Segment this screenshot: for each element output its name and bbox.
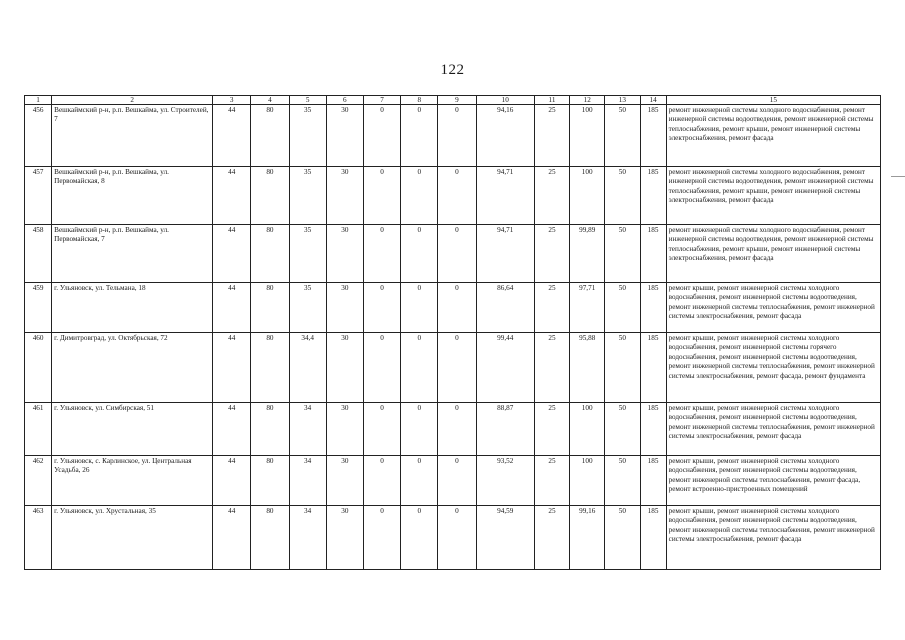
work-types-cell: ремонт крыши, ремонт инженерной системы холодного водоснабжения, ремонт инженерной системы водоотведения, ремонт инженерной системы теплоснабжения, ремонт инженерной системы электроснабжения, ремонт фасада — [666, 283, 880, 333]
value-cell-col-10: 94,71 — [476, 225, 534, 283]
value-cell-col-11: 25 — [534, 105, 569, 167]
value-cell-col-10: 99,44 — [476, 333, 534, 403]
table-row — [25, 283, 881, 333]
column-header-4: 4 — [251, 96, 289, 105]
work-types-cell: ремонт крыши, ремонт инженерной системы холодного водоснабжения, ремонт инженерной системы водоотведения, ремонт инженерной системы теплоснабжения, ремонт инженерной системы электроснабжения, ремонт фасада — [666, 506, 880, 570]
work-types-cell: ремонт крыши, ремонт инженерной системы холодного водоснабжения, ремонт инженерной системы горячего водоснабжения, ремонт инженерной системы водоотведения, ремонт инженерной системы теплоснабжения, ремонт инженерной системы электроснабжения, ремонт фасада, ремонт фундамента — [666, 333, 880, 403]
value-cell-col-14: 185 — [640, 403, 666, 456]
column-header-7: 7 — [363, 96, 400, 105]
value-cell-col-12: 99,89 — [570, 225, 605, 283]
value-cell-col-10: 94,59 — [476, 506, 534, 570]
value-cell-col-5: 35 — [289, 283, 326, 333]
value-cell-col-8: 0 — [401, 506, 438, 570]
value-cell-col-5: 34 — [289, 456, 326, 506]
value-cell-col-4: 80 — [251, 506, 289, 570]
column-header-11: 11 — [534, 96, 569, 105]
work-types-cell: ремонт крыши, ремонт инженерной системы холодного водоснабжения, ремонт инженерной системы водоотведения, ремонт инженерной системы теплоснабжения, ремонт фасада, ремонт встроенно-пристроенных помещений — [666, 456, 880, 506]
value-cell-col-13: 50 — [605, 105, 640, 167]
value-cell-col-11: 25 — [534, 167, 569, 225]
value-cell-col-4: 80 — [251, 333, 289, 403]
value-cell-col-10: 88,87 — [476, 403, 534, 456]
work-types-cell: ремонт инженерной системы холодного водоснабжения, ремонт инженерной системы водоотведения, ремонт инженерной системы теплоснабжения, ремонт крыши, ремонт инженерной системы электроснабжения, ремонт фасада — [666, 225, 880, 283]
value-cell-col-12: 100 — [570, 105, 605, 167]
value-cell-col-7: 0 — [363, 225, 400, 283]
value-cell-col-10: 93,52 — [476, 456, 534, 506]
value-cell-col-9: 0 — [438, 456, 476, 506]
value-cell-col-7: 0 — [363, 105, 400, 167]
value-cell-col-6: 30 — [326, 456, 363, 506]
value-cell-col-6: 30 — [326, 225, 363, 283]
table-body — [25, 105, 881, 570]
value-cell-col-6: 30 — [326, 506, 363, 570]
table-row — [25, 456, 881, 506]
margin-mark — [891, 176, 905, 177]
row-number-cell: 463 — [25, 506, 52, 570]
row-number-cell: 459 — [25, 283, 52, 333]
header-row — [25, 96, 881, 105]
column-header-13: 13 — [605, 96, 640, 105]
value-cell-col-9: 0 — [438, 167, 476, 225]
row-number-cell: 456 — [25, 105, 52, 167]
value-cell-col-8: 0 — [401, 105, 438, 167]
value-cell-col-10: 94,71 — [476, 167, 534, 225]
page-number: 122 — [440, 62, 465, 78]
value-cell-col-3: 44 — [213, 506, 251, 570]
value-cell-col-3: 44 — [213, 105, 251, 167]
value-cell-col-6: 30 — [326, 105, 363, 167]
value-cell-col-14: 185 — [640, 167, 666, 225]
value-cell-col-11: 25 — [534, 456, 569, 506]
value-cell-col-8: 0 — [401, 167, 438, 225]
value-cell-col-4: 80 — [251, 225, 289, 283]
column-header-3: 3 — [213, 96, 251, 105]
value-cell-col-6: 30 — [326, 167, 363, 225]
value-cell-col-10: 94,16 — [476, 105, 534, 167]
value-cell-col-4: 80 — [251, 403, 289, 456]
table-row — [25, 333, 881, 403]
table-row — [25, 105, 881, 167]
value-cell-col-4: 80 — [251, 167, 289, 225]
value-cell-col-11: 25 — [534, 403, 569, 456]
value-cell-col-14: 185 — [640, 283, 666, 333]
value-cell-col-8: 0 — [401, 403, 438, 456]
capital-repair-table — [24, 95, 881, 570]
value-cell-col-12: 99,16 — [570, 506, 605, 570]
value-cell-col-11: 25 — [534, 225, 569, 283]
value-cell-col-5: 35 — [289, 225, 326, 283]
value-cell-col-12: 97,71 — [570, 283, 605, 333]
work-types-cell: ремонт крыши, ремонт инженерной системы холодного водоснабжения, ремонт инженерной системы водоотведения, ремонт инженерной системы теплоснабжения, ремонт инженерной системы электроснабжения, ремонт фасада — [666, 403, 880, 456]
column-header-5: 5 — [289, 96, 326, 105]
address-cell: г. Ульяновск, ул. Тельмана, 18 — [52, 283, 213, 333]
address-cell: г. Димитровград, ул. Октябрьская, 72 — [52, 333, 213, 403]
value-cell-col-3: 44 — [213, 333, 251, 403]
value-cell-col-7: 0 — [363, 333, 400, 403]
value-cell-col-9: 0 — [438, 283, 476, 333]
value-cell-col-14: 185 — [640, 333, 666, 403]
value-cell-col-10: 86,64 — [476, 283, 534, 333]
column-header-2: 2 — [52, 96, 213, 105]
value-cell-col-4: 80 — [251, 456, 289, 506]
value-cell-col-8: 0 — [401, 283, 438, 333]
value-cell-col-5: 34 — [289, 403, 326, 456]
value-cell-col-12: 100 — [570, 403, 605, 456]
column-header-14: 14 — [640, 96, 666, 105]
value-cell-col-5: 34 — [289, 506, 326, 570]
table-row — [25, 403, 881, 456]
column-header-9: 9 — [438, 96, 476, 105]
table-row — [25, 225, 881, 283]
value-cell-col-7: 0 — [363, 506, 400, 570]
value-cell-col-13: 50 — [605, 167, 640, 225]
value-cell-col-3: 44 — [213, 283, 251, 333]
value-cell-col-13: 50 — [605, 225, 640, 283]
value-cell-col-8: 0 — [401, 333, 438, 403]
column-header-1: 1 — [25, 96, 52, 105]
work-types-cell: ремонт инженерной системы холодного водоснабжения, ремонт инженерной системы водоотведения, ремонт инженерной системы теплоснабжения, ремонт крыши, ремонт инженерной системы электроснабжения, ремонт фасада — [666, 167, 880, 225]
value-cell-col-3: 44 — [213, 225, 251, 283]
address-cell: Вешкаймский р-н, р.п. Вешкайма, ул. Первомайская, 8 — [52, 167, 213, 225]
column-header-6: 6 — [326, 96, 363, 105]
value-cell-col-8: 0 — [401, 456, 438, 506]
address-cell: г. Ульяновск, ул. Симбирская, 51 — [52, 403, 213, 456]
value-cell-col-9: 0 — [438, 333, 476, 403]
value-cell-col-11: 25 — [534, 283, 569, 333]
value-cell-col-3: 44 — [213, 167, 251, 225]
row-number-cell: 461 — [25, 403, 52, 456]
value-cell-col-11: 25 — [534, 506, 569, 570]
table-row — [25, 167, 881, 225]
value-cell-col-7: 0 — [363, 456, 400, 506]
value-cell-col-6: 30 — [326, 283, 363, 333]
value-cell-col-6: 30 — [326, 403, 363, 456]
value-cell-col-14: 185 — [640, 225, 666, 283]
value-cell-col-14: 185 — [640, 105, 666, 167]
value-cell-col-12: 100 — [570, 167, 605, 225]
value-cell-col-7: 0 — [363, 167, 400, 225]
value-cell-col-9: 0 — [438, 403, 476, 456]
value-cell-col-12: 100 — [570, 456, 605, 506]
address-cell: г. Ульяновск, ул. Хрустальная, 35 — [52, 506, 213, 570]
value-cell-col-6: 30 — [326, 333, 363, 403]
value-cell-col-9: 0 — [438, 225, 476, 283]
value-cell-col-13: 50 — [605, 456, 640, 506]
value-cell-col-8: 0 — [401, 225, 438, 283]
value-cell-col-13: 50 — [605, 283, 640, 333]
column-header-8: 8 — [401, 96, 438, 105]
value-cell-col-11: 25 — [534, 333, 569, 403]
column-header-15: 15 — [666, 96, 880, 105]
value-cell-col-9: 0 — [438, 506, 476, 570]
value-cell-col-3: 44 — [213, 456, 251, 506]
value-cell-col-7: 0 — [363, 283, 400, 333]
row-number-cell: 457 — [25, 167, 52, 225]
column-header-12: 12 — [570, 96, 605, 105]
value-cell-col-14: 185 — [640, 506, 666, 570]
column-header-10: 10 — [476, 96, 534, 105]
value-cell-col-7: 0 — [363, 403, 400, 456]
table-row — [25, 506, 881, 570]
value-cell-col-12: 95,88 — [570, 333, 605, 403]
value-cell-col-13: 50 — [605, 403, 640, 456]
address-cell: Вешкаймский р-н, р.п. Вешкайма, ул. Строителей, 7 — [52, 105, 213, 167]
value-cell-col-4: 80 — [251, 105, 289, 167]
value-cell-col-3: 44 — [213, 403, 251, 456]
value-cell-col-9: 0 — [438, 105, 476, 167]
value-cell-col-5: 35 — [289, 105, 326, 167]
address-cell: Вешкаймский р-н, р.п. Вешкайма, ул. Первомайская, 7 — [52, 225, 213, 283]
row-number-cell: 460 — [25, 333, 52, 403]
work-types-cell: ремонт инженерной системы холодного водоснабжения, ремонт инженерной системы водоотведения, ремонт инженерной системы теплоснабжения, ремонт крыши, ремонт инженерной системы электроснабжения, ремонт фасада — [666, 105, 880, 167]
value-cell-col-14: 185 — [640, 456, 666, 506]
value-cell-col-13: 50 — [605, 506, 640, 570]
address-cell: г. Ульяновск, с. Карлинское, ул. Центральная Усадьба, 26 — [52, 456, 213, 506]
value-cell-col-5: 34,4 — [289, 333, 326, 403]
value-cell-col-13: 50 — [605, 333, 640, 403]
value-cell-col-4: 80 — [251, 283, 289, 333]
row-number-cell: 458 — [25, 225, 52, 283]
row-number-cell: 462 — [25, 456, 52, 506]
value-cell-col-5: 35 — [289, 167, 326, 225]
